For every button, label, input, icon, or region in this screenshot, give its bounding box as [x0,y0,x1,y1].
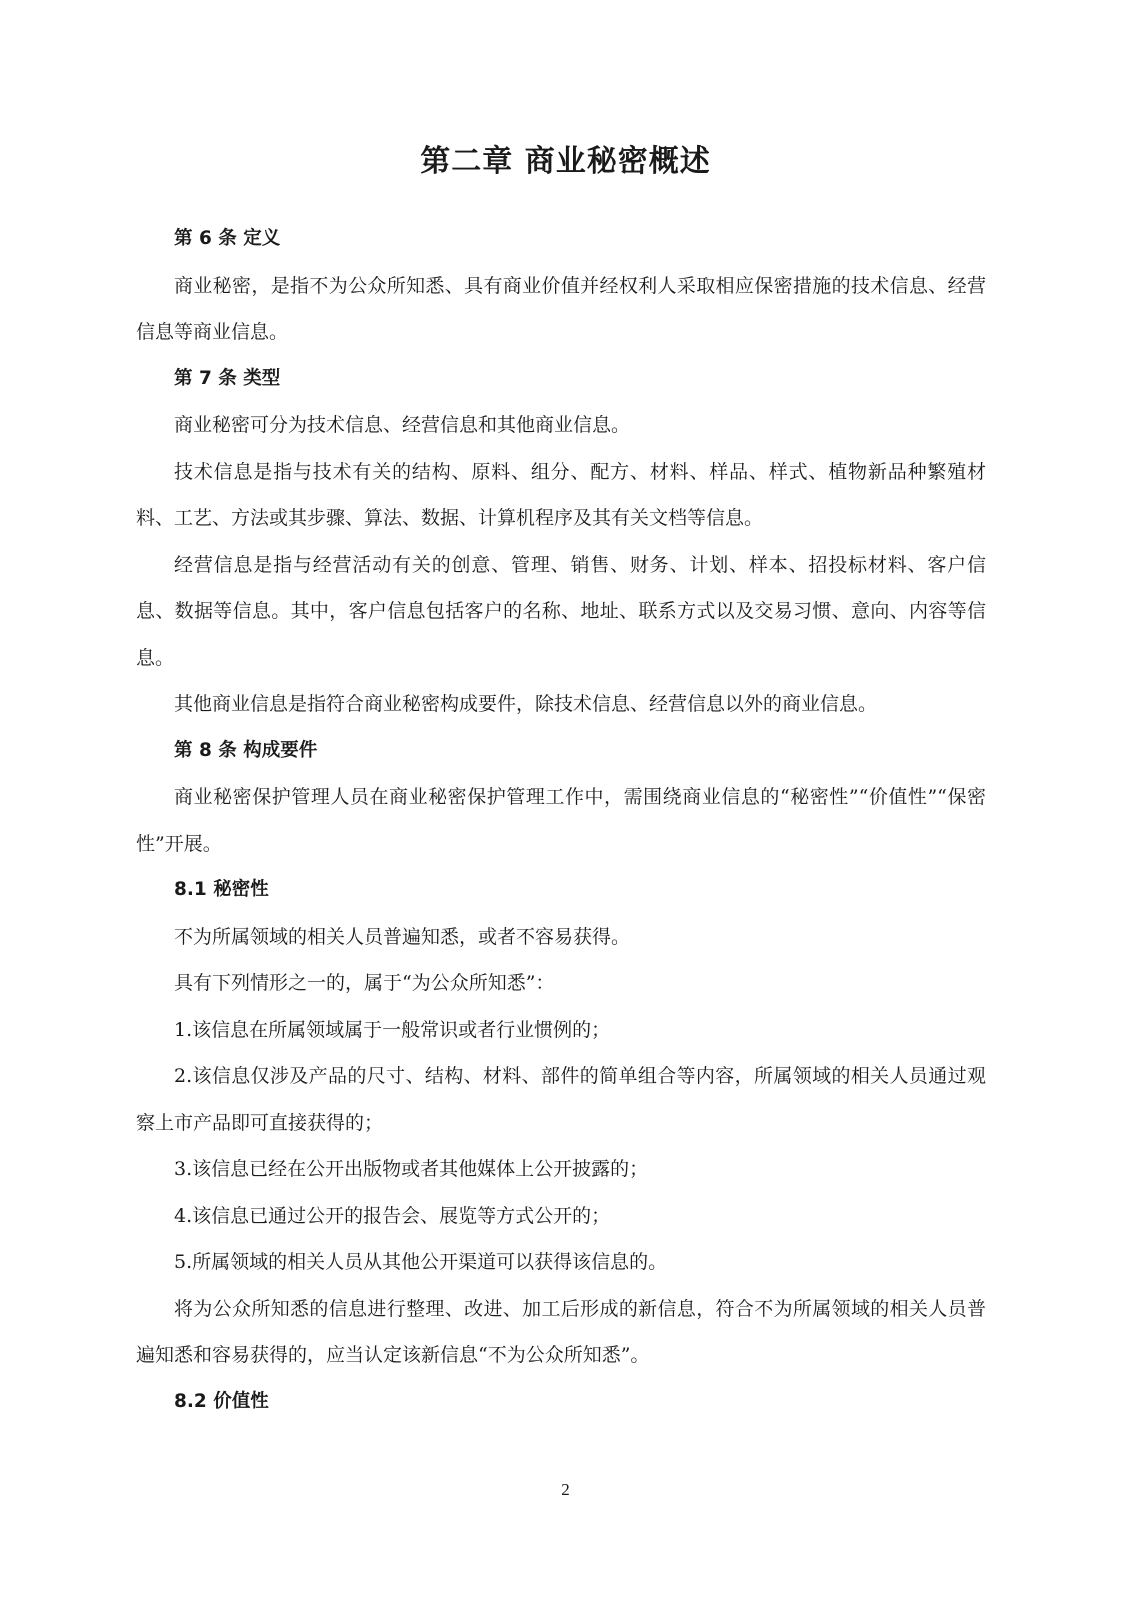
list-item: 1.该信息在所属领域属于一般常识或者行业惯例的； [174,1018,611,1041]
section-heading: 8.1 秘密性 [174,879,269,900]
list-item: 2.该信息仅涉及产品的尺寸、结构、材料、部件的简单组合等内容，所属领域的相关人员通过观察上市产品即可直接获得的； [136,1065,986,1134]
list-item: 5.所属领域的相关人员从其他公开渠道可以获得该信息的。 [174,1251,668,1273]
paragraph: 将为公众所知悉的信息进行整理、改进、加工后形成的新信息，符合不为所属领域的相关人员普遍知悉和容易获得的，应当认定该新信息“不为公众所知悉”。 [136,1297,986,1366]
article-heading: 第 6 条 定义 [174,228,281,249]
list-item: 3.该信息已经在公开出版物或者其他媒体上公开披露的； [174,1158,649,1180]
chapter-title: 第二章 商业秘密概述 [420,144,711,179]
body-text [136,216,986,1425]
paragraph: 技术信息是指与技术有关的结构、原料、组分、配方、材料、样品、样式、植物新品种繁殖材料、工艺、方法或其步骤、算法、数据、计算机程序及其有关文档等信息。 [136,460,986,529]
paragraph: 商业秘密保护管理人员在商业秘密保护管理工作中，需围绕商业信息的“秘密性”“价值性”“保密性”开展。 [136,786,986,855]
paragraph: 具有下列情形之一的，属于“为公众所知悉”： [174,972,555,994]
article-heading: 第 7 条 类型 [174,367,281,389]
paragraph: 商业秘密可分为技术信息、经营信息和其他商业信息。 [174,414,631,436]
paragraph: 商业秘密，是指不为公众所知悉、具有商业价值并经权利人采取相应保密措施的技术信息、经营信息等商业信息。 [136,274,986,343]
article-heading: 第 8 条 构成要件 [174,739,318,761]
paragraph: 其他商业信息是指符合商业秘密构成要件，除技术信息、经营信息以外的商业信息。 [174,693,878,715]
section-heading: 8.2 价值性 [174,1390,269,1412]
paragraph: 经营信息是指与经营活动有关的创意、管理、销售、财务、计划、样本、招投标材料、客户信息、数据等信息。其中，客户信息包括客户的名称、地址、联系方式以及交易习惯、意向、内容等信息。 [136,553,986,669]
list-item: 4.该信息已通过公开的报告会、展览等方式公开的； [174,1204,611,1227]
page-number: 2 [561,1480,570,1499]
paragraph: 不为所属领域的相关人员普遍知悉，或者不容易获得。 [174,925,631,948]
